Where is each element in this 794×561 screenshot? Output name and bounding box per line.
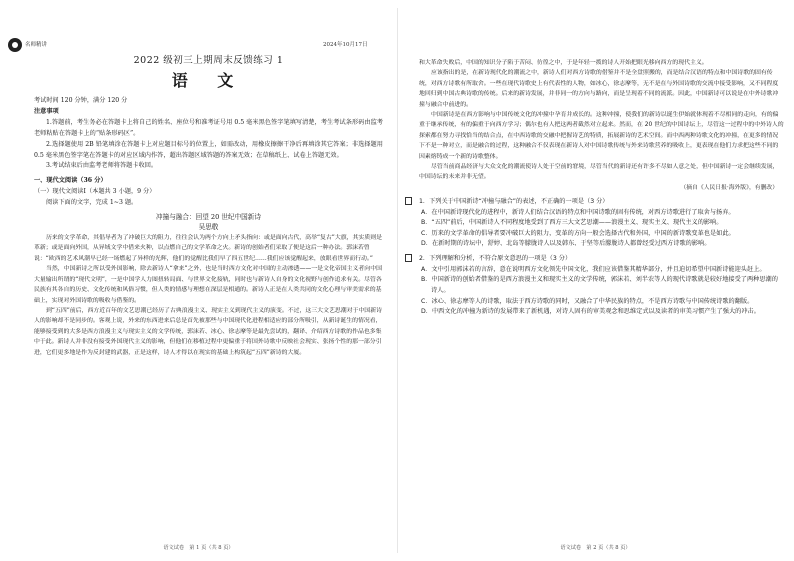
article-paragraph: 中国新诗是在西方影响与中国传统文化的冲撞中孕育并成长的。这种冲撞，使我们的新诗以诞生伊始就体现着不尽相同的走向，有的偏重于继承传统，有的偏重于向西方学习；偶尔也有人把这两者截然对立起来。然而，在 20 世纪的中国诗坛上，尽管这一过程中的中外诗人的探索都在努力寻找恰当的结合点，在中西诗歌的交融中把握诗艺的特质，拓展新诗的艺术空间。而中西两种诗歌文化的冲撞，在更多的情况下不是一种对立，而是融合的过程，这种融合不仅表现在新诗人对中国诗歌传统与外来诗歌营养的吸收上，更表现在他们力求把这些不同的因素熔铸成一个新的诗歌整体。 — [419, 112, 784, 160]
reading-instruction: 阅读下面的文字，完成 1~3 题。 — [46, 199, 138, 207]
page-two — [397, 0, 794, 561]
article-paragraph: 尽管当前商品经济与大众文化的潮流使诗人处于空前的窘境，尽管当代的新诗还有许多不尽如人意之处，但中国新诗一定会继续发展，中国诗坛的未来并非无望。 — [419, 164, 779, 181]
page-footer: 语文试卷 第 2 页（共 8 页） — [560, 545, 631, 551]
subject-title: 语 文 — [171, 71, 246, 90]
page-footer: 语文试卷 第 1 页（共 8 页） — [163, 545, 234, 551]
notice-item: 2.选择题使用 2B 铅笔填涂在答题卡上对应题目标号的位置上，如需改动，用橡皮擦擦干净后再填涂其它答案；非选择题用 0.5 毫米黑色签字笔在答题卡的对应区域内作答，超出答题区域答题的答案无效；在草稿纸上、试卷上答题无效。 — [34, 140, 383, 159]
exam-info: 考试时间 120 分钟，满分 120 分 — [34, 97, 128, 104]
article-paragraph: 当然，中国新诗之所以受外国影响，除去新诗人“拿来”之外，也是当时西方文化对中国的主动渗透——一是文化帝国主义者向中国大量输出所谓的“现代文明”，一是中国学人力图扭转局面、与世界文化接轨，同时也与新诗人自身的文化视野与创作追求有关。尽管各民族有其各自的历史、文化传统和风俗习惯，但人类的情感与理想在深层是相通的。新诗人正是在人类共同的文化心理与审美需求的基础上，实现对外国诗歌的吸收与借鉴的。 — [34, 266, 382, 304]
question-stem: 1．下列关于中国新诗“冲撞与融合”的表述，不正确的一项是（3 分） — [419, 197, 609, 205]
answer-box[interactable] — [405, 254, 412, 262]
option-c: C．历来的文学革命的倡导者要冲破巨大的阻力，变革的方向一般会选择古代和外国，中国的新诗歌变革也是如此。 — [421, 229, 735, 237]
article-author: 吴思敬 — [198, 223, 219, 232]
option-b: B．中国新诗的创始者借鉴的是西方浪漫主义和现实主义的文学传统，郭沫若、刘半农等人的现代诗歌就是较好地接受了两种思潮的诗人。 — [421, 276, 778, 295]
logo-text: 名师精讲 — [25, 42, 48, 48]
option-b: B．“五四”前后，中国新诗人不同程度地受到了西方三大文艺思潮——浪漫主义、现实主义、现代主义的影响。 — [421, 219, 723, 227]
notice-heading: 注意事项 — [34, 107, 59, 115]
exam-title: 2022 级初三上期周末反馈练习 1 — [133, 55, 284, 66]
question-stem: 2．下列理解和分析，不符合原文意思的一项是（3 分） — [419, 255, 572, 263]
article-source: （摘自《人民日报·海外版》，有删改） — [680, 184, 778, 191]
question-1 — [419, 197, 784, 208]
option-a: A．文中引用郭沫若的言辞，意在说明西方文化领先中国文化，我们应该借鉴其精华部分，并且迫切希望中国新诗能迎头赶上。 — [421, 265, 766, 273]
option-d: D．中西文化的冲撞为新诗的发展带来了新机遇，对诗人固有的审美观念和思维定式以及读者的审美习惯产生了强大的冲击。 — [421, 308, 760, 316]
subsection-heading: （一）现代文阅读Ⅰ（本题共 3 小题，9 分） — [34, 188, 156, 196]
section-heading: 一、现代文阅读（36 分） — [34, 177, 107, 185]
option-d: D．在新时期的诗坛中，舒婷、北岛等朦胧诗人以及韩东、于坚等后朦胧诗人都曾经受过西方诗歌的影响。 — [421, 240, 711, 248]
option-c: C．冰心、徐志摩等人的诗歌，取法于西方诗歌的同时，又融合了中华民族的特点，不是西方诗歌与中国传统诗歌的翻版。 — [421, 297, 754, 305]
exam-date: 2024年10月17日 — [323, 42, 368, 48]
notice-item: 3.考试结束后由监考老师将答题卡收回。 — [46, 162, 158, 170]
article-title: 冲撞与融合：回望 20 世纪中国新诗 — [156, 213, 261, 222]
option-a: A．在中国新诗现代化的进程中，新诗人们结合汉语的特点和中国诗歌的固有传统，对西方诗歌进行了取舍与扬弃。 — [421, 208, 735, 216]
school-logo-icon — [8, 38, 22, 52]
answer-box[interactable] — [405, 197, 412, 205]
article-paragraph: 和大革命失败后，中国的知识分子陷于苦闷、彷徨之中，于是年轻一拨的诗人开始把眼光移向西方的现代主义。 — [419, 60, 708, 66]
article-paragraph: 到“五四”前后，西方近百年的文艺思潮已经历了古典浪漫主义、现实主义到现代主义的演变。不过，这三大文艺思潮对于中国新诗人的影响却不是同步的。客观上说，外来的东西进来后总是首先被那些与中国现代化进程相适应的部分所吸引，从新诗诞生的情况看，能够接受到的大多是西方浪漫主义与现实主义的文学传统，郭沫若、冰心、徐志摩等是最先尝试的，翻译、介绍西方诗歌的作品也多集中于此。新诗人并非没有接受外国现代主义的影响，但他们在移植过程中更偏重于将国外诗歌中反映社会现实、张扬个性的那一部分引进，它们更多地是作为反封建的武器，正是这样，诗人才得以在现实的基础上构筑起“五四”新诗的大厦。 — [34, 307, 382, 356]
article-paragraph: 应该指出的是，在新诗现代化的潮流之中，新诗人们对西方诗歌的借鉴并不是全盘照搬的，而是结合汉语的特点和中国诗歌的固有传统，对西方诗歌有所取舍。一些在现代诗歌史上有代表性的人物，如冰心，徐志摩等，无不是在与外国诗歌的交流中接受影响，又不同程度地回归到中国古典诗歌的传统。后来的新诗发展，并非同一的方向与路向，而是呈现着不同的流派。因此，中国新诗可以说是在中外诗歌冲撞与融合中前进的。 — [419, 70, 779, 108]
question-2 — [419, 254, 784, 265]
notice-item: 1.答题前，考生务必在答题卡上将自己的姓名、座位号和准考证号用 0.5 毫米黑色签字笔填写清楚，考生考试条形码由监考老师粘贴在答题卡上的“贴条形码区”。 — [34, 118, 383, 137]
article-paragraph: 历来的文学革命，其倡导者为了冲破巨大的阻力，往往会认为两个方向上矛头指向：或是面向古代，高举“复古”大旗，其实质则是革新；或是面向外国，从异域文学中借来火种，以点燃自己的文学革命之火。新诗的创始者们采取了便是这后一种办法。郭沫若曾说：“欧西的艺术风潮早已经一场燃起了异样的光辉，他们的觉醒比我们早了四五世纪……我们应该觉醒起来，放眼看世界而行动。” — [34, 235, 382, 262]
